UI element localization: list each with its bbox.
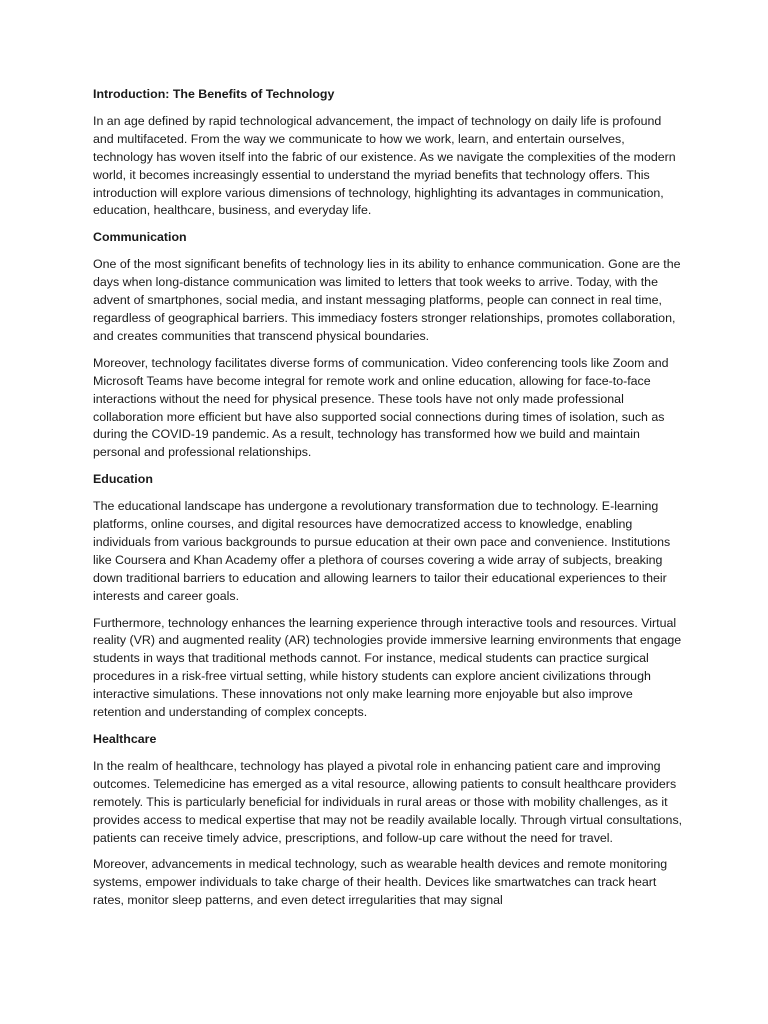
communication-paragraph-2: Moreover, technology facilitates diverse forms of communication. Video conferencing tools like Zoom and Microsoft Teams have become integral for remote work and online education, allowing for face-to-face interactions without the need for physical presence. These tools have not only made professional collaboration more efficient but have also supported social connections during times of isolation, such as during the COVID-19 pandemic. As a result, technology has transformed how we build and maintain personal and professional relationships. [93, 355, 669, 460]
section-heading-education: Education [93, 472, 153, 487]
section-heading-communication: Communication [93, 230, 187, 245]
section-heading-healthcare: Healthcare [93, 732, 157, 746]
healthcare-paragraph-1: In the realm of healthcare, technology has played a pivotal role in enhancing patient care and improving outcomes. Telemedicine has emerged as a vital resource, allowing patients to consult healthcare providers remotely. This is particularly beneficial for individuals in rural areas or those with mobility challenges, as it provides access to medical expertise that may not be readily available locally. Through virtual consultations, patients can receive timely advice, prescriptions, and follow-up care without the need for travel. [93, 758, 683, 845]
intro-paragraph: In an age defined by rapid technological advancement, the impact of technology on daily life is profound and multifaceted. From the way we communicate to how we work, learn, and entertain ourselves, technology has woven itself into the fabric of our existence. As we navigate the complexities of the modern world, it becomes increasingly essential to understand the myriad benefits that technology offers. This introduction will explore various dimensions of technology, highlighting its advantages in communication, education, healthcare, business, and everyday life. [93, 113, 676, 218]
document-title: Introduction: The Benefits of Technology [93, 87, 335, 101]
education-paragraph-2: Furthermore, technology enhances the learning experience through interactive tools and resources. Virtual reality (VR) and augmented reality (AR) technologies provide immersive learning environments that engage students in ways that traditional methods cannot. For instance, medical students can practice surgical procedures in a risk-free virtual setting, while history students can explore ancient civilizations through interactive simulations. These innovations not only make learning more enjoyable but also improve retention and understanding of complex concepts. [93, 615, 682, 720]
healthcare-paragraph-2: Moreover, advancements in medical technology, such as wearable health devices and remote monitoring systems, empower individuals to take charge of their health. Devices like smartwatches can track heart rates, monitor sleep patterns, and even detect irregularities that may signal [93, 857, 668, 908]
communication-paragraph-1: One of the most significant benefits of technology lies in its ability to enhance communication. Gone are the days when long-distance communication was limited to letters that took weeks to arrive. Today, with the advent of smartphones, social media, and instant messaging platforms, people can connect in real time, regardless of geographical barriers. This immediacy fosters stronger relationships, promotes collaboration, and creates communities that transcend physical boundaries. [93, 257, 681, 343]
document-page [93, 86, 683, 919]
education-paragraph-1: The educational landscape has undergone a revolutionary transformation due to technology. E-learning platforms, online courses, and digital resources have democratized access to knowledge, enabling individuals from various backgrounds to pursue education at their own pace and convenience. Institutions like Coursera and Khan Academy offer a plethora of courses covering a wide array of subjects, breaking down traditional barriers to education and allowing learners to tailor their educational experiences to their interests and career goals. [93, 499, 671, 603]
